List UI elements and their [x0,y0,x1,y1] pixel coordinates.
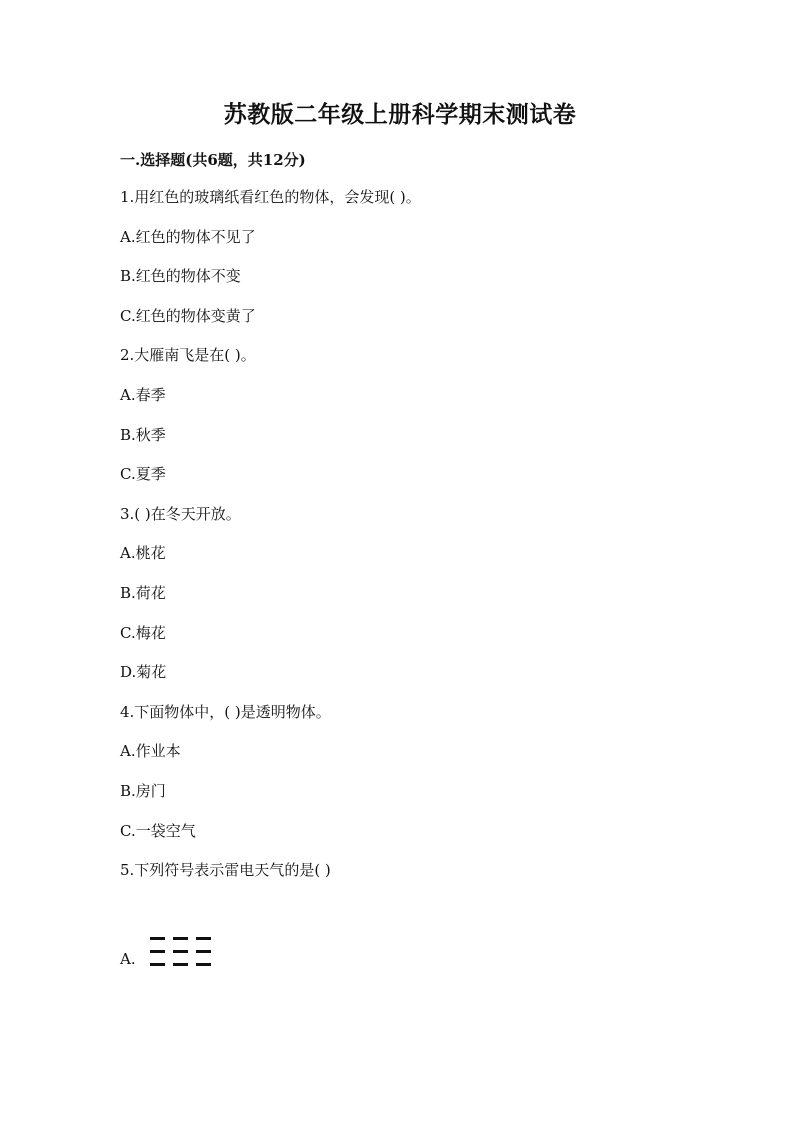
answer-option: C.一袋空气 [120,821,196,840]
answer-option: C.梅花 [120,623,166,642]
answer-option: A.春季 [120,385,166,404]
answer-option: B.秋季 [120,425,166,444]
exam-title: 苏教版二年级上册科学期末测试卷 [223,101,577,128]
q5-option-a [120,944,211,974]
question-text: 3.( )在冬天开放。 [120,504,241,523]
answer-option: D.菊花 [120,663,167,682]
question-text: 2.大雁南飞是在( )。 [120,346,256,365]
question-text: 4.下面物体中，( )是透明物体。 [120,702,331,721]
answer-option: B.房门 [120,781,166,800]
weather-symbol-dashes-icon [150,937,211,967]
answer-option: A.红色的物体不见了 [120,227,256,246]
answer-option: B.红色的物体不变 [120,267,241,286]
answer-option: B.荷花 [120,583,166,602]
answer-option: C.夏季 [120,465,166,484]
question-text: 5.下列符号表示雷电天气的是( ) [120,861,331,880]
answer-option: A.桃花 [120,544,166,563]
q5-option-a-label: A. [120,950,136,968]
answer-option: C.红色的物体变黄了 [120,306,256,325]
question-text: 1.用红色的玻璃纸看红色的物体，会发现( )。 [120,188,421,206]
section-heading: 一.选择题(共6题，共12分) [120,151,306,169]
answer-option: A.作业本 [120,742,181,761]
question-list [120,184,720,897]
